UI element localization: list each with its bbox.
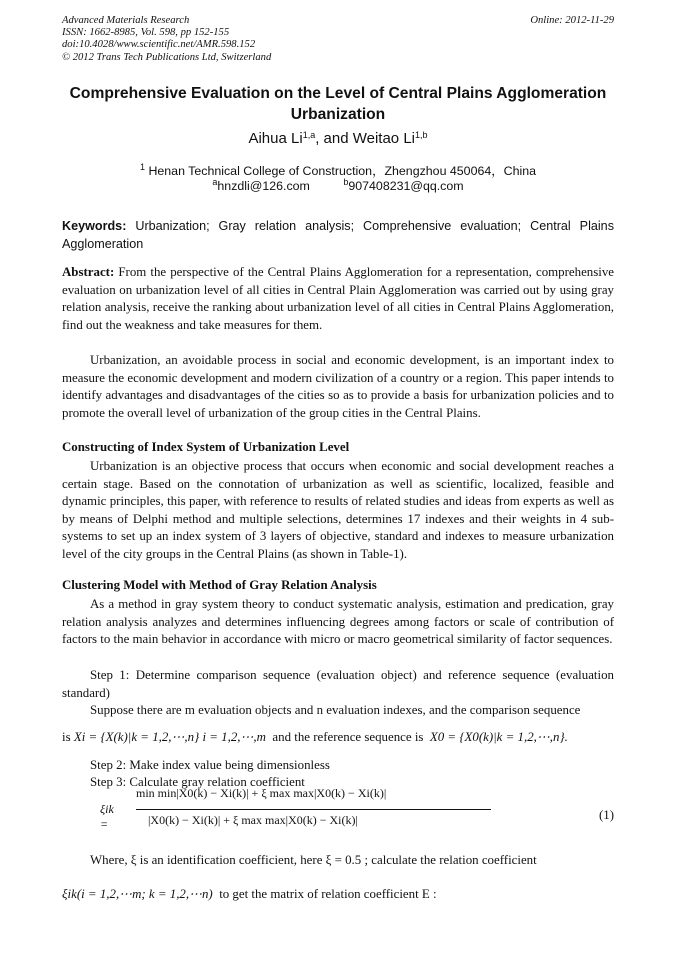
journal-name: Advanced Materials Research (62, 15, 190, 26)
email-a-sup: a (212, 177, 218, 187)
matrix-line (62, 887, 614, 902)
emails (62, 179, 614, 193)
section-1-paragraph: Urbanization is an objective process that occurs when economic and social development reaches a certain stage. Based on the connotation of urbanization as well as scientific, localized, feasible and dynamic principles, this paper, with reference to results of related studies and ideas from experts as well as by means of Delphi method and multiple selections, determines 17 indexes and their weights in 4 sub-systems to set up an index system of 3 layers of objective, standard and indexes to measure urbanization level of the city groups in the Central Plains (as shown in Table-1). (62, 459, 614, 561)
sequence-is: is (62, 730, 71, 744)
step-1: Step 1: Determine comparison sequence (evaluation object) and reference sequence (evaluation standard) (62, 668, 614, 700)
keywords (62, 217, 614, 253)
step-3: Step 3: Calculate gray relation coefficient (90, 775, 305, 789)
abstract-label: Abstract: (62, 265, 115, 279)
keywords-label: Keywords: (62, 219, 127, 233)
equation-denominator: |X0(k) − Xi(k)| + ξ max max|X0(k) − Xi(k)| (148, 813, 358, 827)
email-a[interactable]: hnzdli@126.com (217, 179, 310, 193)
title-line-2: Urbanization (290, 106, 386, 123)
section-heading-2: Clustering Model with Method of Gray Relation Analysis (62, 578, 377, 592)
relation-coefficient-expr: ξik(i = 1,2,⋯m; k = 1,2,⋯n) (62, 887, 213, 901)
section-2-paragraph: As a method in gray system theory to conduct systematic analysis, estimation and predication, gray relation analysis analyzes and determines influencing degrees among factors or scale of contribution of factors to the main behavior in accordance with micro or macro geometrical similarity of factor sequences. (62, 597, 614, 647)
affiliation (62, 161, 614, 179)
email-b-sup: b (343, 177, 349, 187)
where-text: Where, ξ is an identification coefficient, here ξ = 0.5 ; calculate the relation coefficient (90, 853, 537, 867)
author-1: Aihua Li (248, 130, 303, 147)
intro-paragraph: Urbanization, an avoidable process in social and economic development, is an important index to measure the economic development and modern civilization of a country or a region. This paper intends to identify advantages and disadvantages of the cities so as to provide a basis for urbanization policies and to promote the overall level of urbanization of the group cities in the Central Plains. (62, 353, 614, 420)
step-2: Step 2: Make index value being dimensionless (90, 758, 330, 772)
section-heading-1: Constructing of Index System of Urbanization Level (62, 440, 350, 454)
equation-number: (1) (598, 808, 614, 822)
comparison-sequence: Xi = {X(k)|k = 1,2,⋯,n} i = 1,2,⋯,m (73, 730, 266, 744)
affiliation-text: Henan Technical College of Construction，Zhengzhou 450064，China (145, 164, 537, 178)
issn: ISSN: 1662-8985, Vol. 598, pp 152-155 (62, 27, 230, 39)
abstract-text: From the perspective of the Central Plains Agglomeration for a representation, comprehensive evaluation on urbanization level of all cities in Central Plain Agglomeration was carried out by using gray relation analysis, receive the ranking about urbanization level of all cities in Central Plains Agglomeration, find out the weakness and take measures for them. (62, 265, 614, 332)
abstract (62, 264, 614, 334)
equation-numerator: min min|X0(k) − Xi(k)| + ξ max max|X0(k) − Xi(k)| (136, 786, 387, 800)
suppose-text: Suppose there are m evaluation objects and n evaluation indexes, and the comparison sequence (90, 703, 581, 717)
fraction-bar (136, 809, 491, 810)
author-2-sup: 1,b (415, 130, 428, 140)
reference-text: and the reference sequence is (272, 730, 424, 744)
copyright: © 2012 Trans Tech Publications Ltd, Switzerland (62, 51, 272, 63)
paper-title (62, 83, 614, 125)
sequence-line (62, 730, 614, 745)
email-b[interactable]: 907408231@qq.com (348, 179, 464, 193)
authors (62, 130, 614, 147)
doi: doi:10.4028/www.scientific.net/AMR.598.152 (62, 39, 256, 51)
online-date: Online: 2012-11-29 (530, 15, 614, 26)
matrix-text: to get the matrix of relation coefficient E : (219, 887, 437, 901)
title-line-1: Comprehensive Evaluation on the Level of Central Plains Agglomeration (69, 85, 607, 102)
affiliation-sup: 1 (139, 162, 145, 172)
keywords-text: Urbanization; Gray relation analysis; Comprehensive evaluation; Central Plains Agglomeration (62, 219, 614, 251)
journal-header (62, 15, 614, 64)
author-1-sup: 1,a (302, 130, 316, 140)
equation-lhs: ξik = (100, 802, 114, 831)
reference-sequence: X0 = {X0(k)|k = 1,2,⋯,n}. (429, 730, 568, 744)
author-2: , and Weitao Li (315, 130, 415, 147)
